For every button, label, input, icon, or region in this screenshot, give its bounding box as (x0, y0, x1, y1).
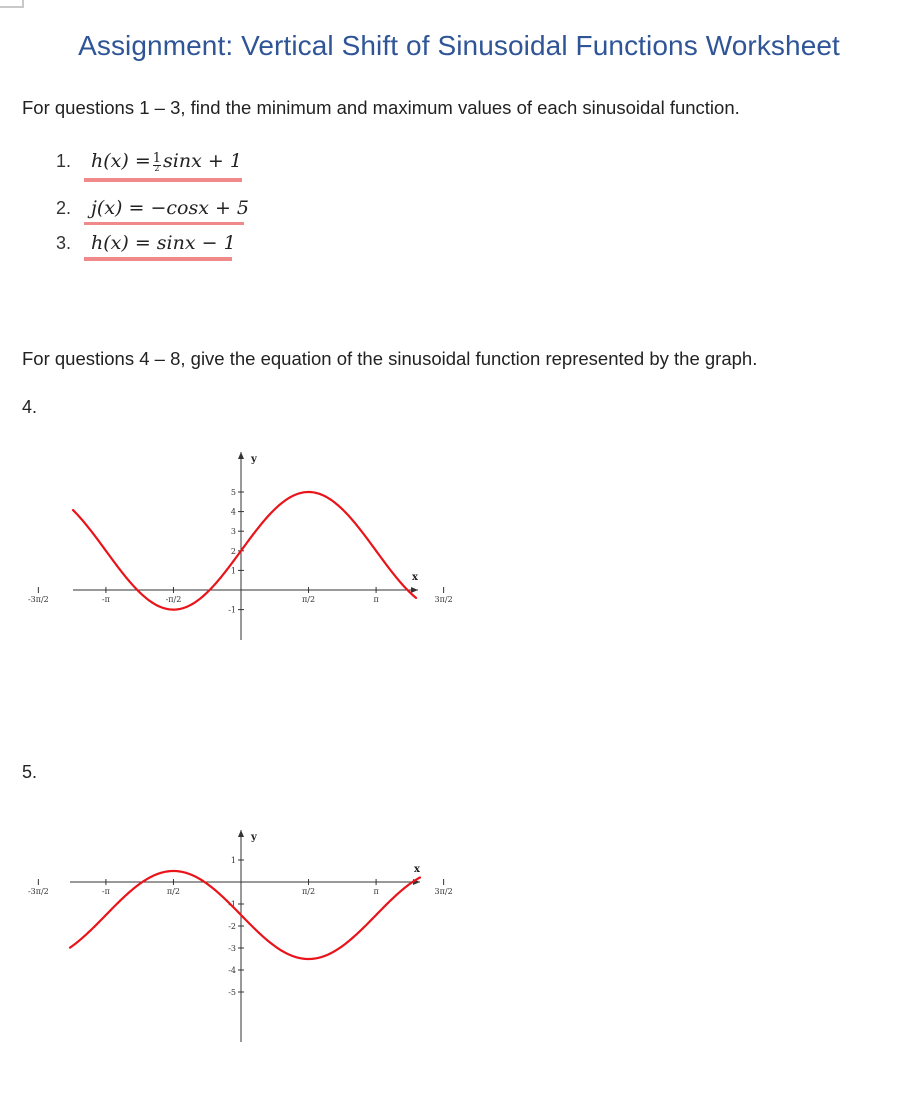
y-axis-arrow (238, 830, 244, 837)
y-tick-label: -1 (228, 605, 236, 615)
x-tick-label: π/2 (302, 887, 316, 896)
x-tick-label: -π (101, 887, 110, 896)
x-tick-label: π/2 (302, 595, 316, 604)
fraction-denominator: 2 (154, 163, 160, 173)
question-1-lhs: h(x) = (91, 150, 151, 172)
graph-4 (0, 440, 918, 660)
y-tick-label: -3 (228, 944, 236, 953)
y-tick-label: 3 (230, 527, 236, 537)
page-title: Assignment: Vertical Shift of Sinusoidal Functions Worksheet (78, 30, 840, 61)
x-tick-label: 3π/2 (434, 887, 453, 896)
y-tick-label: 4 (230, 507, 236, 517)
question-3 (56, 232, 236, 254)
graph-5-label: 5. (22, 762, 38, 782)
question-1-fraction (152, 150, 162, 173)
y-tick-label: 2 (230, 546, 236, 556)
y-tick-label: -4 (228, 966, 236, 975)
y-tick-label: 5 (230, 488, 236, 497)
graph-5 (0, 820, 918, 1050)
y-axis-label: y (251, 454, 257, 465)
x-tick-label: -3π/2 (27, 595, 49, 604)
page-corner-mark (0, 0, 24, 8)
x-tick-label: 3π/2 (434, 595, 453, 604)
x-axis-label: x (414, 864, 420, 875)
x-tick-label: -π/2 (165, 595, 182, 604)
fraction-numerator: 1 (152, 150, 162, 166)
x-tick-label: -3π/2 (27, 887, 49, 896)
question-2-expression: j(x) = −cosx + 5 (91, 197, 249, 219)
x-axis-label: x (412, 572, 418, 583)
graph-4-label: 4. (22, 397, 38, 417)
x-axis-arrow (411, 587, 418, 593)
x-tick-label: π (373, 887, 379, 896)
question-1-rhs: sinx + 1 (163, 150, 242, 172)
instruction-2: For questions 4 – 8, give the equation of the sinusoidal function represented by the graph. (22, 348, 758, 369)
question-3-expression: h(x) = sinx − 1 (91, 232, 236, 254)
y-axis-label: y (251, 832, 257, 843)
y-tick-label: 1 (230, 566, 236, 576)
sinusoid-curve (73, 492, 416, 610)
instruction-1: For questions 1 – 3, find the minimum and maximum values of each sinusoidal function. (22, 97, 740, 118)
question-3-number: 3. (56, 233, 72, 253)
x-tick-label: π/2 (166, 887, 180, 896)
x-tick-label: -π (101, 595, 110, 604)
question-1-expression (91, 150, 242, 172)
y-axis-arrow (238, 452, 244, 459)
spellcheck-underline-1 (84, 178, 242, 182)
y-tick-label: -1 (228, 900, 236, 909)
question-2-number: 2. (56, 198, 72, 218)
y-tick-label: -5 (228, 988, 236, 997)
spellcheck-underline-2 (84, 222, 244, 225)
spellcheck-underline-3 (84, 257, 232, 261)
question-1 (56, 150, 242, 172)
y-tick-label: 1 (230, 856, 236, 865)
question-1-number: 1. (56, 151, 72, 171)
sinusoid-curve (70, 871, 420, 959)
question-2 (56, 197, 249, 219)
x-tick-label: π (373, 595, 379, 604)
y-tick-label: -2 (228, 922, 236, 931)
